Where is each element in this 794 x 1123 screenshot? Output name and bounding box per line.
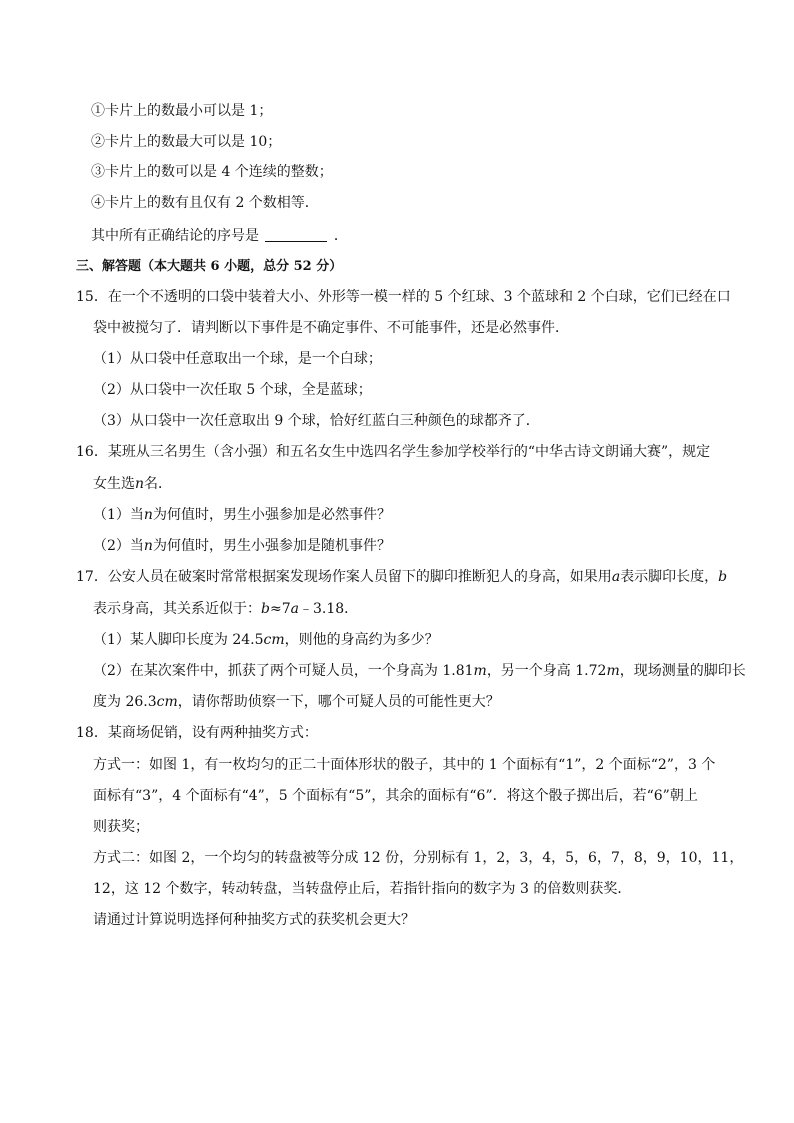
q16-line2 [93, 474, 172, 494]
statement-3: ③卡片上的数可以是 4 个连续的整数； [91, 164, 333, 180]
q18-method1-line2: 面标有“3”，4 个面标有“4”，5 个面标有“5”，其余的面标有“6”．将这个骰子掷出后，若“6”朝上 [93, 788, 698, 804]
q16-sub1-text: 为何值时，男生小强参加是必然事件？ [152, 507, 391, 523]
q16-sub1-label: （1）当 [93, 507, 144, 523]
q16-sub2-label: （2）当 [93, 538, 144, 554]
statement-4: ④卡片上的数有且仅有 2 个数相等． [91, 195, 319, 211]
formula-b: b [261, 601, 270, 617]
unit-cm: cm [263, 632, 285, 648]
q17-sub2-text-c: ，现场测量的脚印长 [619, 663, 746, 679]
q17-sub2-text-b: ，另一个身高 1.72 [486, 663, 607, 679]
q17-line1-text: 17．公安人员在破案时常常根据案发现场作案人员留下的脚印推断犯人的身高，如果用 [76, 569, 612, 585]
q17-sub2-line2-text-b: ，请你帮助侦察一下，哪个可疑人员的可能性更大？ [177, 694, 500, 710]
q17-line2 [93, 599, 358, 619]
q15-line1: 15．在一个不透明的口袋中装着大小、外形等一模一样的 5 个红球、3 个蓝球和 2 个白球，它们已经在口 [76, 289, 731, 305]
q17-sub1-text-b: ，则他的身高约为多少？ [284, 632, 439, 648]
unit-cm: cm [156, 694, 178, 710]
var-b: b [718, 569, 728, 585]
q17-sub1 [93, 630, 439, 650]
q15-sub2: （2）从口袋中一次任取 5 个球，全是蓝球； [93, 382, 372, 398]
answer-prompt-end: ． [333, 228, 348, 244]
answer-prompt [91, 226, 348, 246]
q17-sub1-text: （1）某人脚印长度为 24.5 [93, 632, 264, 648]
q18-line1: 18．某商场促销，设有两种抽奖方式： [76, 725, 318, 741]
answer-prompt-text: 其中所有正确结论的序号是 [91, 228, 259, 244]
q17-line1 [76, 567, 727, 587]
var-a: a [611, 569, 621, 585]
q17-sub2-line2 [93, 692, 500, 712]
q18-method1-line3: 则获奖； [93, 819, 149, 835]
var-n: n [143, 507, 153, 523]
q16-sub1 [93, 505, 391, 525]
formula-end: ﹣3.18． [298, 601, 359, 617]
q15-line2: 袋中被搅匀了．请判断以下事件是不确定事件、不可能事件，还是必然事件． [93, 320, 569, 336]
statement-2: ②卡片上的数最大可以是 10； [91, 134, 282, 150]
q15-sub1: （1）从口袋中任意取出一个球，是一个白球； [93, 351, 382, 367]
q18-question: 请通过计算说明选择何种抽奖方式的获奖机会更大？ [93, 912, 415, 928]
q15-sub3: （3）从口袋中一次任意取出 9 个球，恰好红蓝白三种颜色的球都齐了． [93, 413, 540, 429]
q16-line1: 16．某班从三名男生（含小强）和五名女生中选四名学生参加学校举行的“中华古诗文朗诵大赛”，规定 [76, 444, 711, 460]
q16-line2-end: 名． [144, 476, 173, 492]
unit-m: m [606, 663, 620, 679]
q17-sub2 [93, 661, 746, 681]
q16-sub2 [93, 536, 391, 556]
q18-method2-line1: 方式二：如图 2，一个均匀的转盘被等分成 12 份，分别标有 1，2，3，4，5，6，7，8，9，10，11， [93, 850, 744, 866]
var-n: n [143, 538, 153, 554]
formula-a: a [290, 601, 299, 617]
q16-line2-text: 女生选 [93, 476, 135, 492]
q17-sub2-text: （2）在某次案件中，抓获了两个可疑人员，一个身高为 1.81 [93, 663, 474, 679]
answer-blank [265, 227, 327, 242]
q17-sub2-line2-text: 度为 26.3 [93, 694, 157, 710]
q18-method1-line1: 方式一：如图 1，有一枚均匀的正二十面体形状的骰子，其中的 1 个面标有“1”，2 个面标“2”，3 个 [93, 757, 716, 773]
q17-line1-text-b: 表示脚印长度， [620, 569, 719, 585]
q16-sub2-text: 为何值时，男生小强参加是随机事件？ [152, 538, 391, 554]
statement-1: ①卡片上的数最小可以是 1； [91, 103, 273, 119]
unit-m: m [473, 663, 487, 679]
q18-method2-line2: 12，这 12 个数字，转动转盘，当转盘停止后，若指针指向的数字为 3 的倍数则获奖． [93, 881, 632, 897]
formula-mid: ≈7 [269, 601, 291, 617]
var-n: n [135, 476, 145, 492]
q17-line2-text: 表示身高，其关系近似于： [93, 601, 261, 617]
section-heading: 三、解答题（本大题共 6 小题，总分 52 分） [76, 259, 343, 274]
